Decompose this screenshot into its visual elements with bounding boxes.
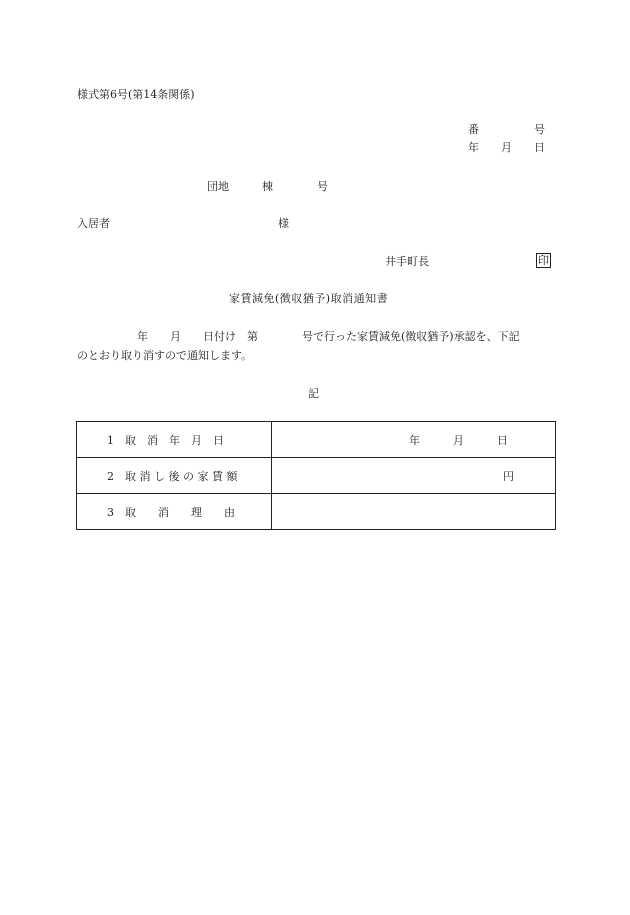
- document-number-label: 番 号: [468, 123, 545, 136]
- ki-heading: 記: [308, 387, 319, 400]
- cancellation-reason-value-cell: [272, 494, 556, 530]
- body-line-1: 年 月 日付け 第 号で行った家賃減免(徴収猶予)承認を、下記: [137, 330, 520, 343]
- cancellation-date-label: 1 取 消 年 月 日: [107, 433, 224, 447]
- rent-after-cancellation-label-cell: [77, 458, 272, 494]
- rent-after-cancellation-label: 2 取 消 し 後 の 家 賃 額: [107, 469, 238, 483]
- rent-after-cancellation-value-cell: [272, 458, 556, 494]
- cancellation-reason-label-cell: [77, 494, 272, 530]
- table-row: [77, 494, 556, 530]
- issue-date-label: 年 月 日: [468, 141, 545, 154]
- cancellation-date-value-cell: [272, 422, 556, 458]
- address-line: 団地 棟 号: [207, 180, 328, 193]
- cancellation-date-value: 年 月 日: [409, 433, 508, 447]
- rent-after-cancellation-value: 円: [503, 469, 514, 483]
- form-number: 様式第6号(第14条関係): [77, 88, 195, 101]
- issuer-name: 井手町長: [385, 255, 429, 268]
- body-line-2: のとおり取り消すので通知します。: [77, 349, 253, 362]
- record-table: [76, 421, 556, 530]
- resident-label: 入居者: [77, 217, 110, 230]
- seal-mark: 印: [538, 254, 549, 267]
- cancellation-date-label-cell: [77, 422, 272, 458]
- table-row: [77, 422, 556, 458]
- document-title: 家賃減免(徴収猶予)取消通知書: [229, 292, 389, 305]
- resident-honorific: 様: [278, 217, 289, 230]
- table-row: [77, 458, 556, 494]
- cancellation-reason-label: 3 取 消 理 由: [107, 505, 235, 519]
